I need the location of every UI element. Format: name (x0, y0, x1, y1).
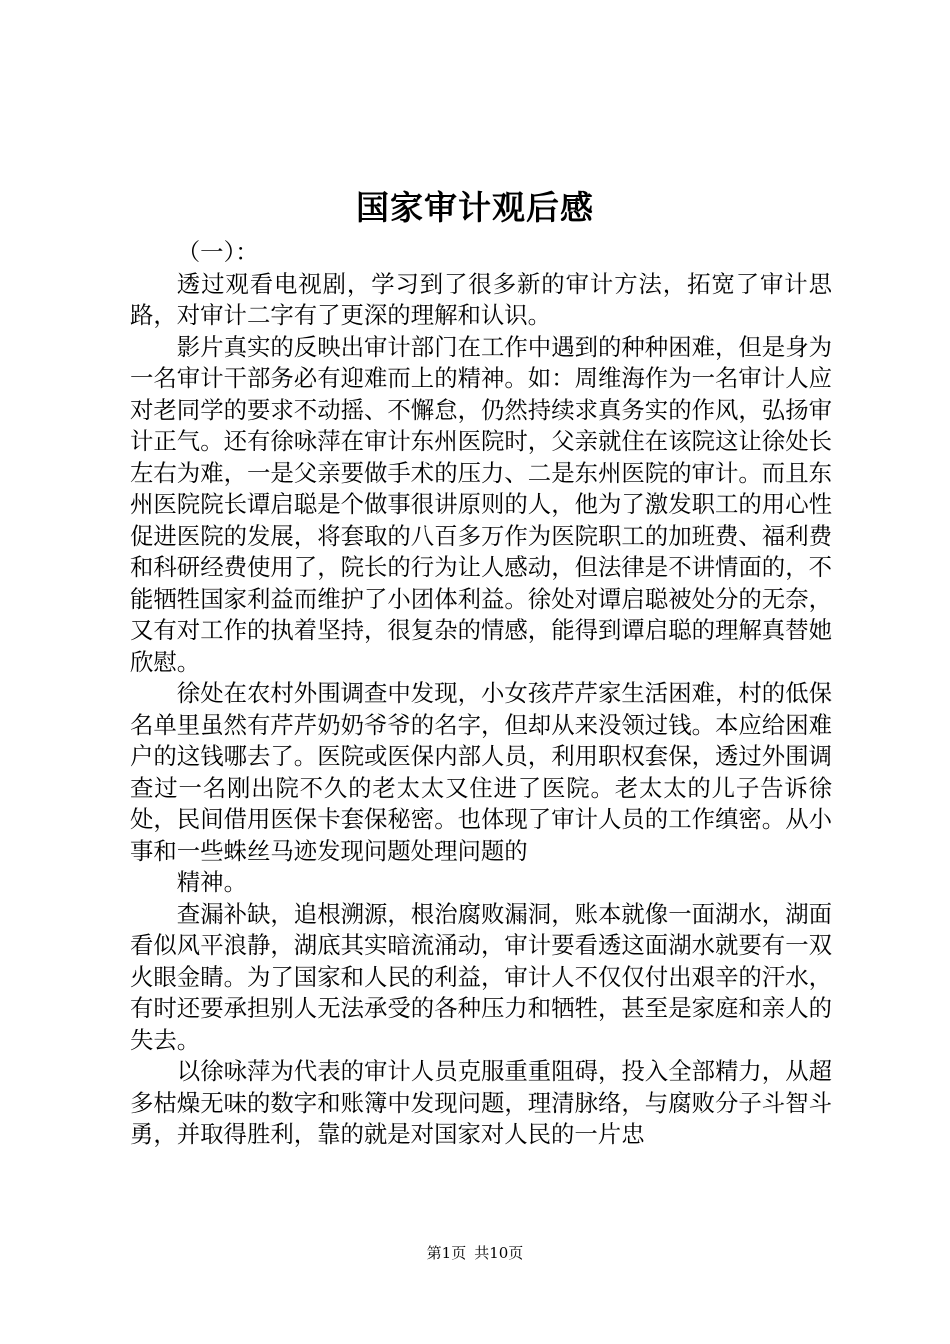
paragraph: 徐处在农村外围调查中发现，小女孩芹芹家生活困难，村的低保名单里虽然有芹芹奶奶爷爷的名字，但却从来没领过钱。本应给困难户的这钱哪去了。医院或医保内部人员，利用职权套保，透过外围调查过一名刚出院不久的老太太又住进了医院。老太太的儿子告诉徐处，民间借用医保卡套保秘密。也体现了审计人员的工作缜密。从小事和一些蛛丝马迹发现问题处理问题的 (130, 679, 832, 865)
document-title: 国家审计观后感 (356, 188, 594, 227)
document-body (130, 237, 832, 1151)
paragraph: 透过观看电视剧，学习到了很多新的审计方法，拓宽了审计思路，对审计二字有了更深的理解和认识。 (130, 269, 832, 329)
section-heading: （一）： (176, 238, 259, 266)
page-total: 共10页 (474, 1244, 524, 1262)
paragraph: 查漏补缺，追根溯源，根治腐败漏洞，账本就像一面湖水，湖面看似风平浪静，湖底其实暗流涌动，审计要看透这面湖水就要有一双火眼金睛。为了国家和人民的利益，审计人不仅仅付出艰辛的汗水，有时还要承担别人无法承受的各种压力和牺牲，甚至是家庭和亲人的失去。 (130, 899, 832, 1054)
paragraph: 影片真实的反映出审计部门在工作中遇到的种种困难，但是身为一名审计干部务必有迎难而上的精神。如：周维海作为一名审计人应对老同学的要求不动摇、不懈怠，仍然持续求真务实的作风，弘扬审计正气。还有徐咏萍在审计东州医院时，父亲就住在该院这让徐处长左右为难，一是父亲要做手术的压力、二是东州医院的审计。而且东州医院院长谭启聪是个做事很讲原则的人，他为了激发职工的用心性促进医院的发展，将套取的八百多万作为医院职工的加班费、福利费和科研经费使用了，院长的行为让人感动，但法律是不讲情面的，不能牺牲国家利益而维护了小团体利益。徐处对谭启聪被处分的无奈，又有对工作的执着坚持，很复杂的情感，能得到谭启聪的理解真替她欣慰。 (130, 332, 832, 676)
paragraph: 以徐咏萍为代表的审计人员克服重重阻碍，投入全部精力，从超多枯燥无味的数字和账簿中发现问题，理清脉络，与腐败分子斗智斗勇，并取得胜利，靠的就是对国家对人民的一片忠 (130, 1057, 832, 1148)
page-footer (0, 1241, 950, 1265)
paragraph: 精神。 (176, 868, 247, 896)
page-number: 第1页 (426, 1244, 467, 1262)
